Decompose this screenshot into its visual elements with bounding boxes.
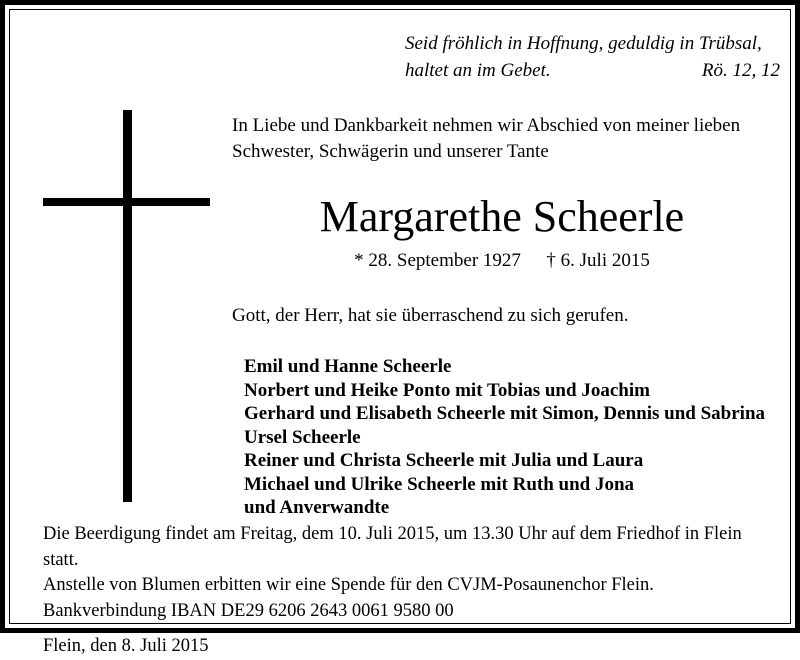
christian-cross-icon [34, 110, 224, 502]
mourner-line: Ursel Scheerle [244, 426, 361, 448]
notice-body [232, 113, 772, 520]
scripture-line-2: haltet an im Gebet. [405, 60, 551, 81]
notice-inner-frame [9, 9, 791, 656]
donation-request-line: Anstelle von Blumen erbitten wir eine Spende für den CVJM-Posaunenchor Flein. [43, 575, 654, 595]
deceased-name: Margarethe Scheerle [319, 192, 685, 241]
funeral-details-line: Die Beerdigung findet am Freitag, dem 10. Juli 2015, um 13.30 Uhr auf dem Friedhof in Flein statt. [43, 524, 742, 570]
mourner-line: Reiner und Christa Scheerle mit Julia und Laura [244, 450, 644, 471]
mourner-line: und Anverwandte [244, 497, 390, 518]
bank-details-line: Bankverbindung IBAN DE29 6206 2643 0061 9580 00 [43, 600, 454, 621]
cross-horizontal-bar [43, 198, 210, 206]
intro-line-1: In Liebe und Dankbarkeit nehmen wir Abschied von meiner lieben [232, 115, 741, 136]
life-dates [232, 249, 772, 273]
mourner-line: Norbert und Heike Ponto mit Tobias und Joachim [244, 379, 650, 401]
scripture-line-2-row [405, 57, 780, 84]
passing-text: Gott, der Herr, hat sie überraschend zu sich gerufen. [232, 305, 629, 326]
mourner-line: Emil und Hanne Scheerle [244, 356, 452, 377]
intro-line-2: Schwester, Schwägerin und unserer Tante [232, 141, 549, 162]
scripture-reference: Rö. 12, 12 [701, 60, 780, 81]
mourners-list [232, 355, 772, 520]
mourner-line: Gerhard und Elisabeth Scheerle mit Simon, Dennis und Sabrina [244, 403, 766, 424]
mourner-line: Michael und Ulrike Scheerle mit Ruth und Jona [244, 473, 635, 495]
death-date: † 6. Juli 2015 [546, 250, 650, 271]
place-date-line: Flein, den 8. Juli 2015 [43, 636, 209, 656]
intro-text [232, 113, 772, 165]
notice-content [10, 10, 790, 656]
scripture-quote [405, 30, 780, 84]
scripture-line-1: Seid fröhlich in Hoffnung, geduldig in Trübsal, [405, 33, 762, 54]
cross-vertical-bar [123, 110, 132, 502]
birth-date: * 28. September 1927 [354, 250, 521, 271]
notice-footer [43, 522, 778, 660]
